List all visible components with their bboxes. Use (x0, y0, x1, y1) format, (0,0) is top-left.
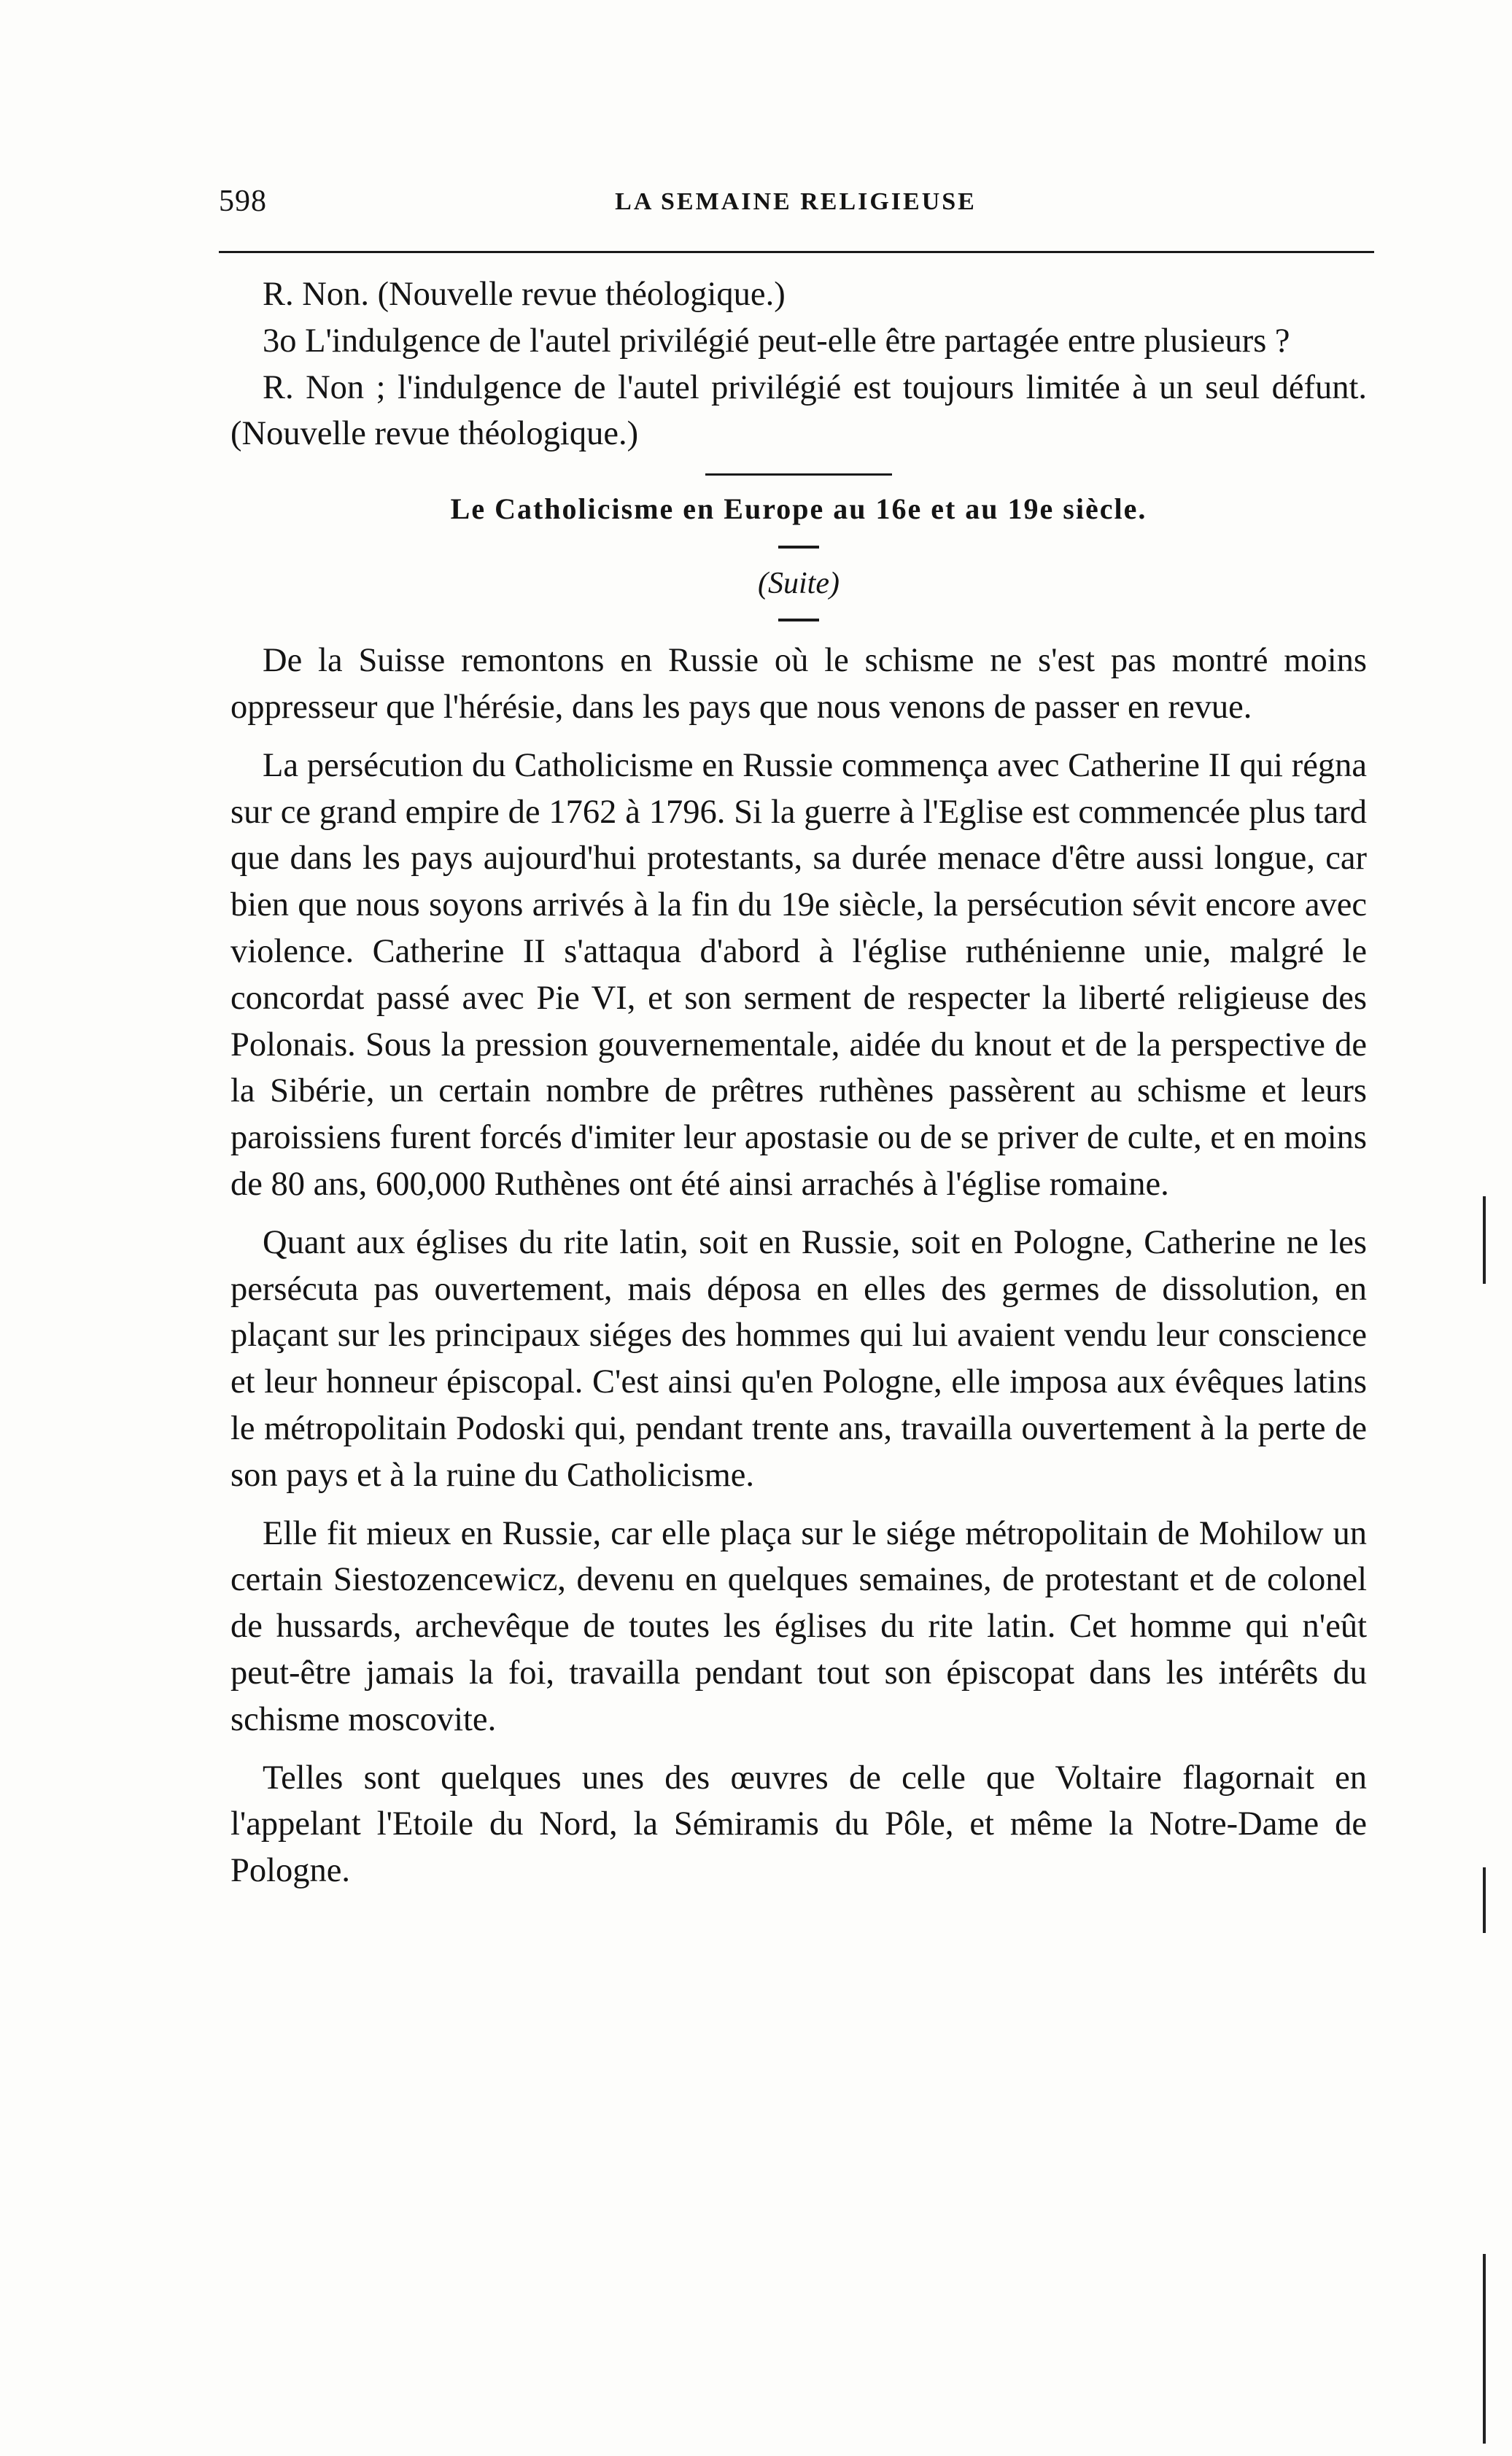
paragraph-gap (230, 1499, 1367, 1511)
header-rule (219, 251, 1374, 253)
section-divider (705, 473, 892, 476)
title-dash-top (778, 546, 819, 549)
qa-question-3: 3o L'indulgence de l'autel privilégié peut-elle être partagée entre plusieurs ? (263, 322, 1290, 360)
paragraph-gap (230, 1208, 1367, 1220)
article-paragraph-2: La persécution du Catholicisme en Russie commença avec Catherine II qui régna sur ce grand empire de 1762 à 1796. Si la guerre à l'Eglise est commencée plus tard que dans les pays aujourd'hui protestants, sa durée menace d'être aussi longue, car bien que nous soyons arrivés à la fin du 19e siècle, la persécution sévit encore avec violence. Catherine II s'attaqua d'abord à l'église ruthénienne unie, malgré le concordat passé avec Pie VI, et son serment de respecter la liberté religieuse des Polonais. Sous la pression gouvernementale, aidée du knout et de la perspective de la Sibérie, un certain nombre de prêtres ruthènes passèrent au schisme et leurs paroissiens furent forcés d'imiter leur apostasie ou de se priver de culte, et en moins de 80 ans, 600,000 Ruthènes ont été ainsi arrachés à l'église romaine. (230, 746, 1367, 1203)
paragraph-gap (230, 1743, 1367, 1755)
page-body (230, 271, 1367, 1894)
page-header (219, 184, 1373, 228)
article-paragraph-3: Quant aux églises du rite latin, soit en Russie, soit en Pologne, Catherine ne les persécuta pas ouvertement, mais déposa en elles des germes de dissolution, en plaçant sur les principaux siéges des hommes qui lui avaient vendu leur conscience et leur honneur épiscopal. C'est ainsi qu'en Pologne, elle imposa aux évêques latins le métropolitain Podoski qui, pendant trente ans, travailla ouvertement à la perte de son pays et à la ruine du Catholicisme. (230, 1223, 1367, 1494)
title-dash-bottom (778, 619, 819, 621)
qa-answer-3: R. Non ; l'indulgence de l'autel privilégié est toujours limitée à un seul défunt. (Nouvelle revue théologique.) (230, 368, 1367, 453)
page-edge-mark (1483, 1196, 1486, 1284)
running-title: LA SEMAINE RELIGIEUSE (615, 188, 977, 215)
qa-answer-2: R. Non. (Nouvelle revue théologique.) (263, 276, 786, 313)
article-paragraph-1: De la Suisse remontons en Russie où le schisme ne s'est pas montré moins oppresseur que l'hérésie, dans les pays que nous venons de passer en revue. (230, 642, 1367, 726)
article-paragraph-5: Telles sont quelques unes des œuvres de celle que Voltaire flagornait en l'appelant l'Etoile du Nord, la Sémiramis du Pôle, et même la Notre-Dame de Pologne. (230, 1759, 1367, 1890)
page-edge-mark (1483, 2254, 1486, 2444)
article-title: Le Catholicisme en Europe au 16e et au 19e siècle. (450, 492, 1147, 526)
page-edge-mark (1483, 1867, 1486, 1933)
article-paragraph-4: Elle fit mieux en Russie, car elle plaça sur le siége métropolitain de Mohilow un certain Siestozencewicz, devenu en quelques semaines, de protestant et de colonel de hussards, archevêque de toutes les églises du rite latin. Cet homme qui n'eût peut-être jamais la foi, travailla pendant tout son épiscopat dans les intérêts du schisme moscovite. (230, 1514, 1367, 1738)
qa-section (230, 271, 1367, 457)
article-subtitle: (Suite) (758, 567, 840, 601)
paragraph-gap (230, 731, 1367, 743)
page-number: 598 (219, 185, 267, 218)
